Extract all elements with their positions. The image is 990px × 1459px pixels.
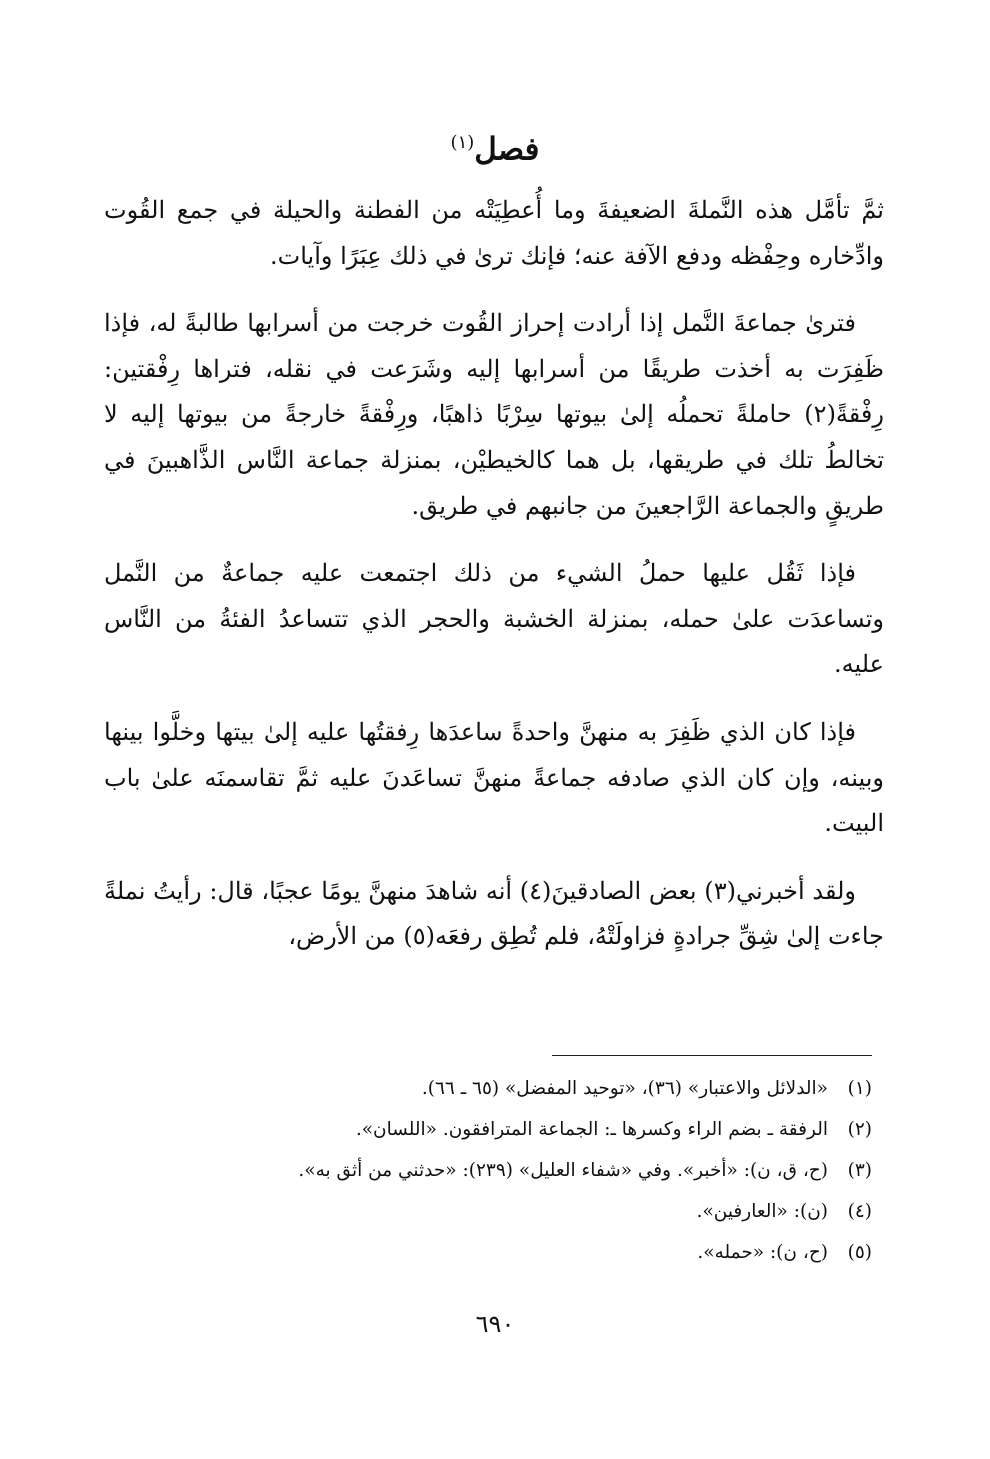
- footnote-number: (٢): [847, 1119, 872, 1140]
- footnote-text: «الدلائل والاعتبار» (٣٦)، «توحيد المفضل» (٦٥ ـ ٦٦).: [421, 1078, 828, 1099]
- footnote-number: (١): [847, 1078, 872, 1099]
- heading-footnote-mark: (١): [450, 132, 475, 153]
- footnote-text: (ح، ن): «حمله».: [697, 1242, 828, 1263]
- paragraph: ثمَّ تأمَّل هذه النَّملةَ الضعيفةَ وما أُعطِيَتْه من الفطنة والحيلة في جمع القُوت وادِّخاره وحِفْظه ودفع الآفة عنه؛ فإنك ترىٰ في ذلك عِبَرًا وآيات.: [104, 196, 884, 270]
- footnote-text: (ن): «العارفين».: [696, 1201, 828, 1222]
- paragraph: ولقد أخبرني(٣) بعض الصادقينَ(٤) أنه شاهدَ منهنَّ يومًا عجبًا، قال: رأيتُ نملةً جاءت إلىٰ شِقِّ جرادةٍ فزاولَتْهُ، فلم تُطِق رفعَه(٥) من الأرض،: [104, 876, 884, 951]
- footnote-text: (ح، ق، ن): «أخبر». وفي «شفاء العليل» (٢٣٩): «حدثني من أثق به».: [298, 1160, 828, 1181]
- section-title: فصل: [474, 131, 540, 168]
- footnote-text: الرفقة ـ بضم الراء وكسرها ـ: الجماعة المترافقون. «اللسان».: [355, 1119, 828, 1140]
- footnotes: [102, 1068, 872, 1273]
- footnote-number: (٤): [847, 1201, 872, 1222]
- footnote: [102, 1150, 872, 1191]
- section-heading: [0, 118, 990, 174]
- footnote-number: (٣): [847, 1160, 872, 1181]
- footnote-divider: [552, 1055, 872, 1056]
- footnote: [102, 1191, 872, 1232]
- page-number: ٦٩٠: [475, 1310, 515, 1338]
- paragraph: فترىٰ جماعةَ النَّمل إذا أرادت إحراز القُوت خرجت من أسرابها طالبةً له، فإذا ظَفِرَت به أخذت طريقًا من أسرابها إليه وشَرَعت في نقله، فتراها رِفْقتين: رِفْقةً(٢) حاملةً تحملُه إلىٰ بيوتها سِرْبًا ذاهبًا، ورِفْقةً خارجةً من بيوتها إليه لا تخالطُ تلك في طريقها، بل هما كالخيطيْن، بمنزلة جماعة النَّاس الذَّاهبينَ في طريقٍ والجماعة الرَّاجعينَ من جانبهم في طريق.: [104, 309, 884, 520]
- paragraph: فإذا كان الذي ظَفِرَ به منهنَّ واحدةً ساعدَها رِفقتُها عليه إلىٰ بيتها وخلَّوا بينها وبينه، وإن كان الذي صادفه جماعةً منهنَّ تساعَدنَ عليه ثمَّ تقاسمنَه علىٰ باب البيت.: [104, 717, 884, 838]
- footnote: [102, 1232, 872, 1273]
- footnote-number: (٥): [847, 1242, 872, 1263]
- footnote: [102, 1068, 872, 1109]
- main-text: [104, 188, 884, 960]
- paragraph: فإذا ثَقُل عليها حملُ الشيء من ذلك اجتمعت عليه جماعةٌ من النَّمل وتساعدَت علىٰ حمله، بمنزلة الخشبة والحجر الذي تتساعدُ الفئةُ من النَّاس عليه.: [104, 559, 884, 679]
- footnote: [102, 1109, 872, 1150]
